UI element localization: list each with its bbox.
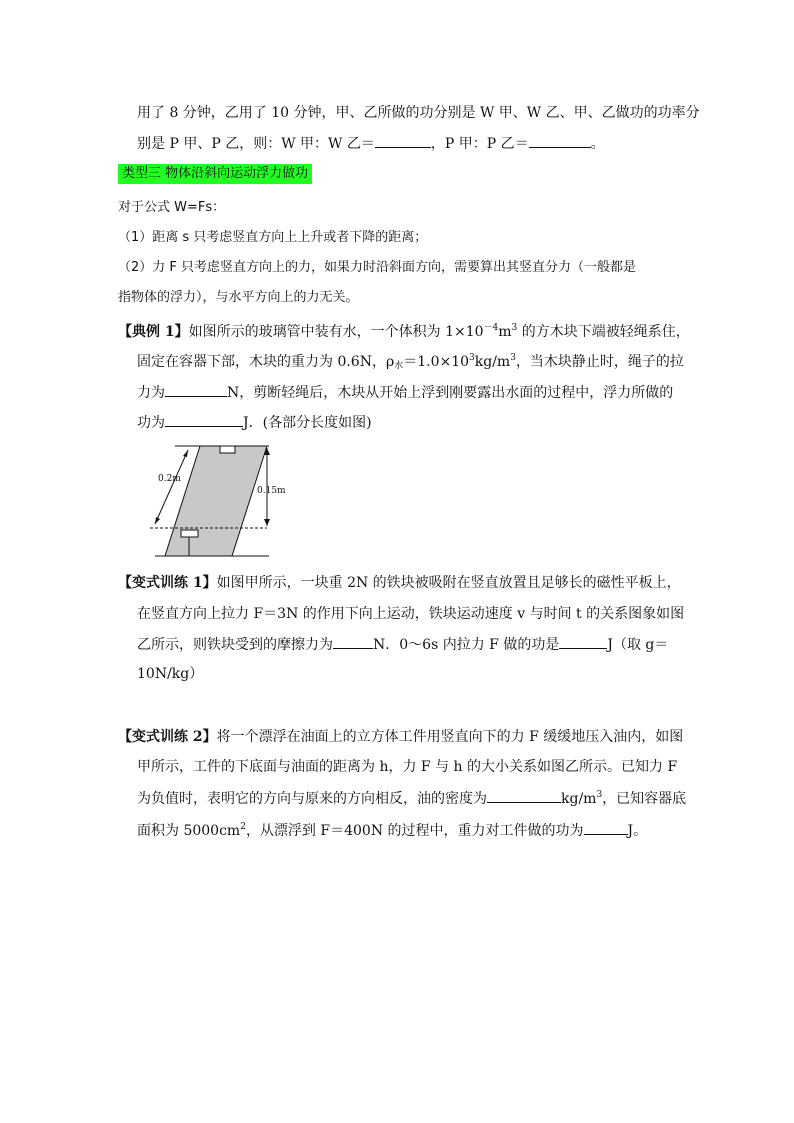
example1-text: ，当木块静止时，绳子的拉: [515, 354, 684, 370]
variant1-line-2: 在竖直方向上拉力 F＝3N 的作用下向上运动，铁块运动速度 v 与时间 t 的关系图象如图: [137, 606, 685, 622]
paragraph-text: 。: [590, 136, 605, 152]
answer-blank[interactable]: [487, 788, 561, 803]
rule-1: （1）距离 s 只考虑竖直方向上上升或者下降的距离；: [118, 230, 428, 245]
answer-blank[interactable]: [165, 412, 243, 427]
variant1-label: 【变式训练 1】: [118, 575, 217, 591]
answer-blank[interactable]: [529, 133, 591, 148]
example1-text: 功为: [137, 415, 165, 431]
paragraph-text: 别是 P 甲、P 乙，则：W 甲：W 乙＝: [137, 136, 375, 152]
example1-text: 固定在容器下部，木块的重力为 0.6N，ρ: [137, 354, 395, 370]
superscript: 3: [469, 353, 475, 363]
label-0-2m: 0.2m: [158, 474, 181, 484]
answer-blank[interactable]: [333, 634, 373, 649]
variant2-line-3: [137, 788, 686, 809]
example1-text: 如图所示的玻璃管中装有水，一个体积为 1×10: [188, 324, 484, 340]
example1-line-4: [137, 412, 372, 433]
example1-label: 【典例 1】: [118, 324, 189, 340]
answer-blank[interactable]: [584, 820, 628, 835]
label-0-15m: 0.15m: [257, 486, 286, 496]
wood-block-top: [220, 446, 235, 453]
variant2-text: 面积为 5000cm: [137, 823, 241, 839]
example1-text: J．(各部分长度如图): [243, 415, 372, 431]
rule-2-line-2: 指物体的浮力），与水平方向上的力无关。: [118, 290, 359, 305]
superscript: －4: [483, 323, 499, 333]
paragraph-line-1: 用了 8 分钟，乙用了 10 分钟，甲、乙所做的功分别是 W 甲、W 乙、甲、乙做功的功率分: [137, 105, 700, 121]
superscript: 3: [511, 323, 518, 333]
rule-2-line-1: （2）力 F 只考虑竖直方向上的力，如果力时沿斜面方向，需要算出其竖直分力（一般都是: [118, 260, 637, 275]
example1-text: 的方木块下端被轻绳系住，: [517, 324, 690, 340]
example1-line-2: [137, 352, 684, 372]
section-tag: 类型三 物体沿斜向运动浮力做功: [118, 164, 312, 184]
glass-tube: [165, 446, 267, 556]
example1-text: m: [498, 324, 512, 340]
formula-intro: 对于公式 W=Fs：: [118, 200, 226, 215]
example1-line-3: [137, 382, 673, 403]
variant2-text: ，已知容器底: [602, 791, 687, 807]
variant1-line-3: [137, 634, 668, 655]
variant2-text: 将一个漂浮在油面上的立方体工件用竖直向下的力 F 缓缓地压入油内，如图: [216, 729, 684, 745]
answer-blank[interactable]: [375, 133, 431, 148]
superscript: 3: [596, 790, 603, 800]
variant2-text: J。: [627, 823, 648, 839]
variant1-text: 乙所示，则铁块受到的摩擦力为: [137, 637, 333, 653]
variant1-text: J（取 g＝: [607, 637, 669, 653]
subscript: 水: [394, 361, 404, 371]
example1-line-1: [118, 322, 690, 342]
variant1-line-4: 10N/kg）: [137, 666, 204, 682]
superscript: 2: [240, 822, 246, 832]
variant1-line-1: [118, 573, 681, 593]
example1-text: N，剪断轻绳后，木块从开始上浮到刚要露出水面的过程中，浮力所做的: [227, 385, 674, 401]
variant2-line-4: [137, 820, 647, 841]
superscript: 3: [510, 353, 516, 363]
variant2-line-1: [118, 727, 683, 747]
wood-block-bottom: [181, 530, 198, 537]
variant2-line-2: 甲所示，工件的下底面与油面的距离为 h，力 F 与 h 的大小关系如图乙所示。已知力 F: [137, 759, 678, 775]
example1-text: ＝1.0×10: [403, 354, 470, 370]
answer-blank[interactable]: [165, 382, 227, 397]
example1-text: kg/m: [474, 354, 511, 370]
paragraph-text: ，P 甲：P 乙＝: [430, 136, 529, 152]
paragraph-line-2: [137, 133, 605, 154]
variant2-text: kg/m: [561, 791, 597, 807]
example1-text: 力为: [137, 385, 165, 401]
variant2-label: 【变式训练 2】: [118, 729, 217, 745]
tube-diagram: [145, 444, 285, 559]
variant1-text: 如图甲所示，一块重 2N 的铁块被吸附在竖直放置且足够长的磁性平板上，: [216, 575, 681, 591]
variant1-text: N．0～6s 内拉力 F 做的功是: [373, 637, 560, 653]
answer-blank[interactable]: [559, 634, 607, 649]
variant2-text: 为负值时，表明它的方向与原来的方向相反，油的密度为: [137, 791, 487, 807]
variant2-text: ，从漂浮到 F＝400N 的过程中，重力对工件做的功为: [245, 823, 584, 839]
